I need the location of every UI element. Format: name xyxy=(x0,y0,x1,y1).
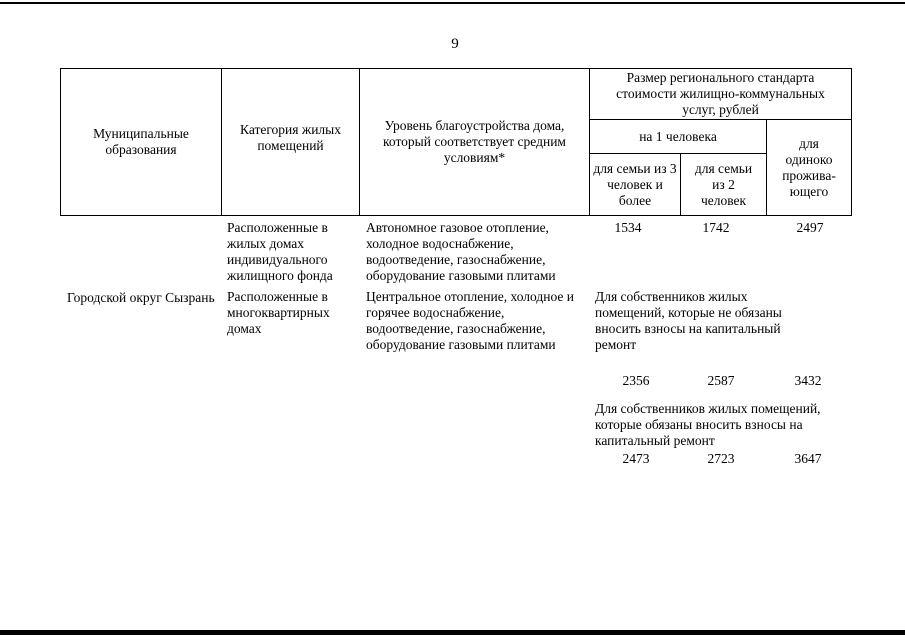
top-border-line xyxy=(0,2,905,4)
header-family-3plus: для семьи из 3 человек и более xyxy=(589,153,681,216)
row2-category: Расположенные в многоквартирных домах xyxy=(227,289,330,336)
bottom-border-line xyxy=(0,630,905,635)
row1-category: Расположенные в жилых домах индивидуального жилищного фонда xyxy=(227,220,333,283)
header-category: Категория жилых помещений xyxy=(221,68,360,216)
header-per-person: на 1 человека xyxy=(589,119,767,154)
row2-obliged-single: 3647 xyxy=(794,451,822,466)
row1-value-family-2: 1742 xyxy=(702,220,730,235)
row2-obliged-family-3plus: 2473 xyxy=(622,451,650,466)
row2-obliged-family-2: 2723 xyxy=(707,451,735,466)
municipality-name: Городской округ Сызрань xyxy=(67,290,215,305)
row1-amenity: Автономное газовое отопление, холодное водоснабжение, водоотведение, газоснабжение, оборудование газовыми плитами xyxy=(366,220,556,283)
row2-not-obliged-family-2: 2587 xyxy=(707,373,735,388)
header-municipality: Муниципальные образования xyxy=(60,68,222,216)
row1-value-single: 2497 xyxy=(796,220,824,235)
row2-amenity: Центральное отопление, холодное и горячее водоснабжение, водоотведение, газоснабжение, оборудование газовыми плитами xyxy=(366,289,574,352)
note-obliged: Для собственников жилых помещений, которые обязаны вносить взносы на капитальный ремонт xyxy=(595,401,821,448)
header-family-2: для семьи из 2 человек xyxy=(680,153,767,216)
note-not-obliged: Для собственников жилых помещений, которые не обязаны вносить взносы на капитальный ремонт xyxy=(595,289,782,352)
row2-not-obliged-single: 3432 xyxy=(794,373,822,388)
page-number: 9 xyxy=(451,36,459,52)
header-amenity-level: Уровень благоустройства дома, который соответствует средним условиям* xyxy=(359,68,590,216)
row1-value-family-3plus: 1534 xyxy=(614,220,642,235)
header-standard-size: Размер регионального стандарта стоимости жилищно-коммунальных услуг, рублей xyxy=(589,68,852,120)
row2-not-obliged-family-3plus: 2356 xyxy=(622,373,650,388)
header-single-resident: для одиноко прожива-ющего xyxy=(766,119,852,216)
